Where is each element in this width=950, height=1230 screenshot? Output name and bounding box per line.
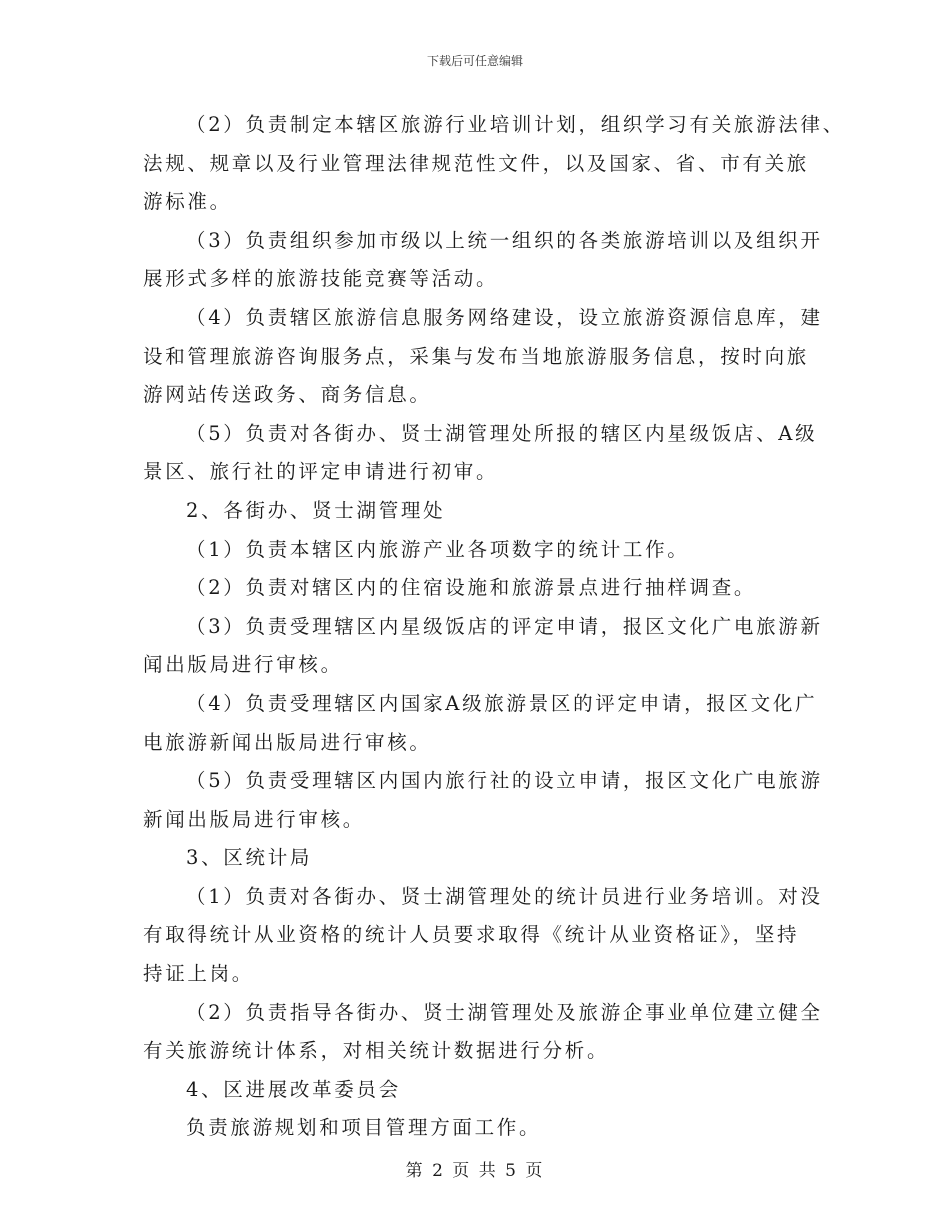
paragraph-line: （2）负责制定本辖区旅游行业培训计划，组织学习有关旅游法律、 <box>186 113 845 136</box>
paragraph-line: （4）负责辖区旅游信息服务网络建设，设立旅游资源信息库，建 <box>186 305 823 329</box>
page-number-footer: 第 2 页 共 5 页 <box>405 1161 545 1181</box>
paragraph-line: 设和管理旅游咨询服务点，采集与发布当地旅游服务信息，按时向旅 <box>143 344 810 368</box>
paragraph-line: 有取得统计从业资格的统计人员要求取得《统计从业资格证》，坚持 <box>143 923 800 947</box>
paragraph-line: （1）负责对各街办、贤士湖管理处的统计员进行业务培训。对没 <box>186 884 823 908</box>
paragraph-line: （4）负责受理辖区内国家A级旅游景区的评定申请，报区文化广 <box>186 691 818 715</box>
document-body <box>143 111 845 1153</box>
paragraph-line: 持证上岗。 <box>143 962 255 986</box>
paragraph-line: （2）负责指导各街办、贤士湖管理处及旅游企事业单位建立健全 <box>186 1000 823 1024</box>
paragraph-line: （3）负责组织参加市级以上统一组织的各类旅游培训以及组织开 <box>186 228 823 252</box>
paragraph-line: 负责旅游规划和项目管理方面工作。 <box>186 1116 542 1140</box>
paragraph-line: （1）负责本辖区内旅游产业各项数字的统计工作。 <box>186 537 690 561</box>
paragraph-line: 游网站传送政务、商务信息。 <box>143 383 432 407</box>
paragraph-line: （5）负责受理辖区内国内旅行社的设立申请，报区文化广电旅游 <box>186 769 823 793</box>
paragraph-line: 4、区进展改革委员会 <box>186 1077 401 1101</box>
paragraph-line: 闻出版局进行审核。 <box>143 653 343 677</box>
paragraph-line: 游标准。 <box>143 190 232 214</box>
paragraph-line: （2）负责对辖区内的住宿设施和旅游景点进行抽样调查。 <box>186 576 757 600</box>
paragraph-line: 景区、旅行社的评定申请进行初审。 <box>143 460 499 484</box>
paragraph-line: 法规、规章以及行业管理法律规范性文件，以及国家、省、市有关旅 <box>143 151 810 175</box>
paragraph-line: （3）负责受理辖区内星级饭店的评定申请，报区文化广电旅游新 <box>186 614 823 638</box>
page-header: 下载后可任意编辑 <box>426 54 523 68</box>
paragraph-line: 电旅游新闻出版局进行审核。 <box>143 730 432 754</box>
paragraph-line: 3、区统计局 <box>186 846 313 870</box>
paragraph-line: 新闻出版局进行审核。 <box>143 807 366 831</box>
paragraph-line: （5）负责对各街办、贤士湖管理处所报的辖区内星级饭店、A级 <box>186 421 818 445</box>
paragraph-line: 展形式多样的旅游技能竞赛等活动。 <box>143 267 499 291</box>
paragraph-line: 有关旅游统计体系，对相关统计数据进行分析。 <box>143 1039 610 1063</box>
paragraph-line: 2、各街办、贤士湖管理处 <box>186 498 446 522</box>
